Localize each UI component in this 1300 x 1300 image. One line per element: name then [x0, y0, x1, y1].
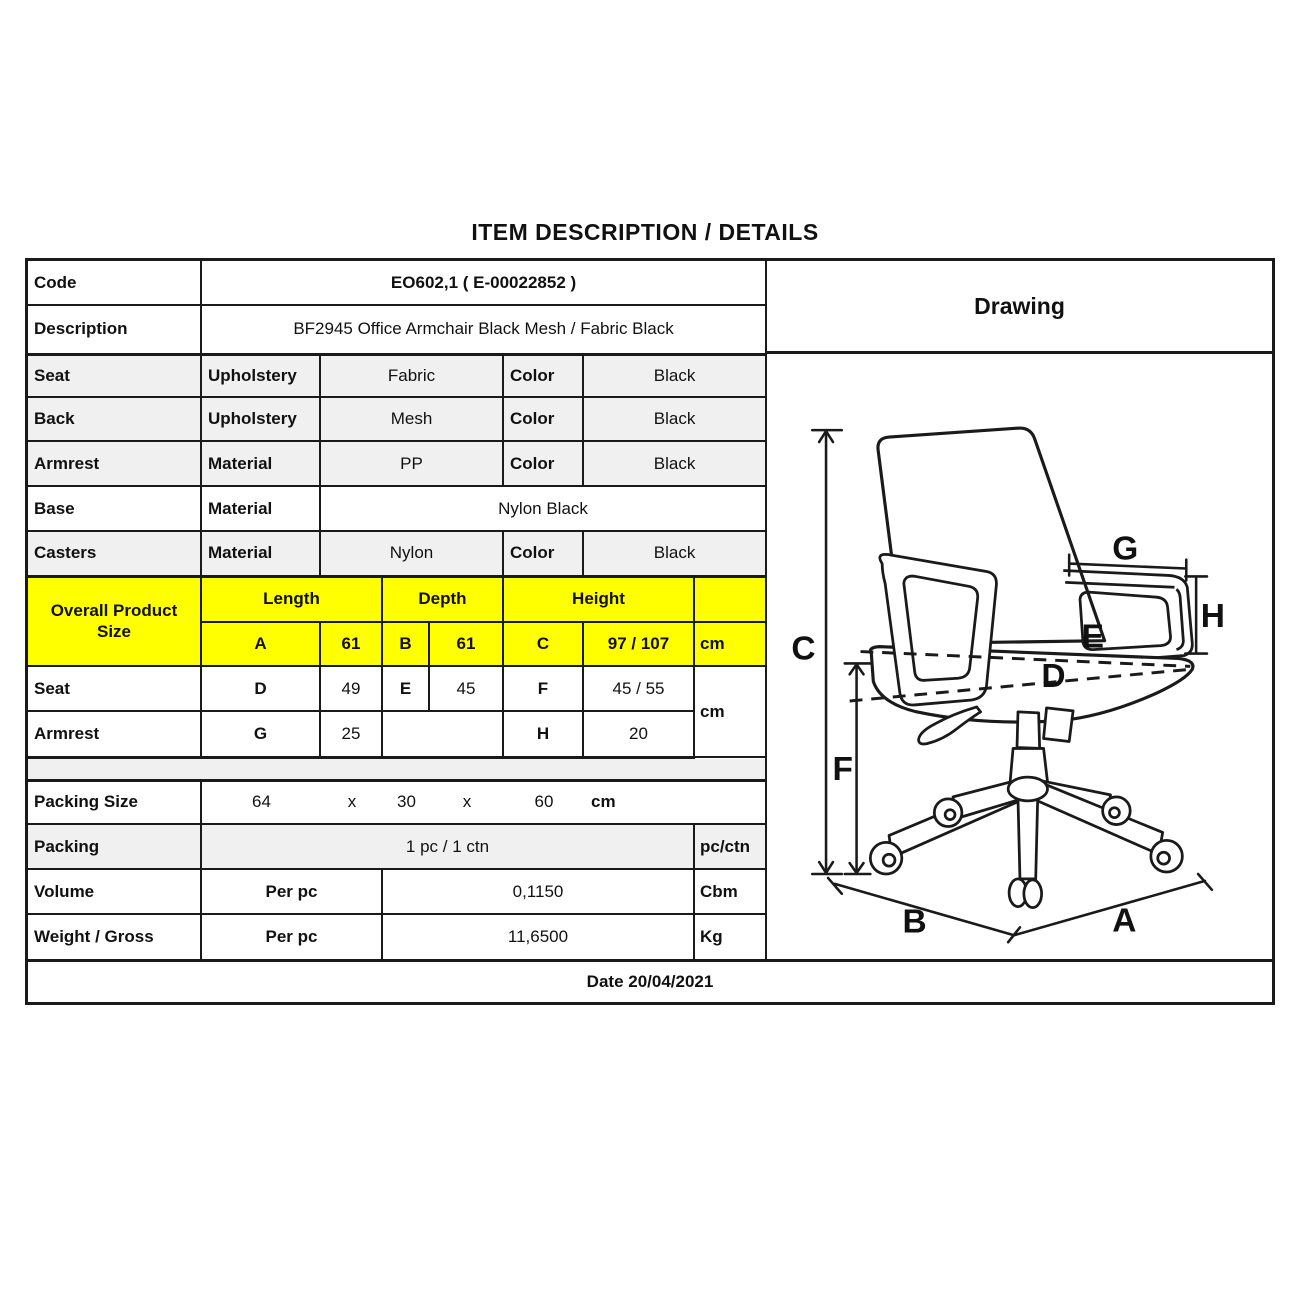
back-color-value: Black [583, 397, 765, 441]
date-text: Date 20/04/2021 [586, 972, 714, 991]
dim-g-key: G [201, 711, 320, 757]
armrest-dims-label: Armrest [28, 711, 201, 757]
chair-mechanism-box [1044, 708, 1074, 742]
spec-sheet [25, 258, 1275, 1005]
dim-d-key: D [201, 666, 320, 711]
dim-e-value: 45 [429, 666, 503, 711]
page-title: ITEM DESCRIPTION / DETAILS [471, 219, 819, 245]
row-description [28, 305, 765, 354]
dim-label-c: C [791, 630, 816, 668]
spacer-band [28, 757, 765, 780]
casters-part-label: Casters [28, 531, 201, 576]
armrest-color-label: Color [503, 441, 583, 486]
chair-base-hub [1008, 777, 1047, 801]
size-unit-spacer [694, 576, 765, 622]
row-seat-dims [28, 666, 765, 711]
dim-b-key: B [382, 622, 429, 666]
casters-color-label: Color [503, 531, 583, 576]
chair-armrest-right-support [1177, 589, 1184, 649]
dim-g-value: 25 [320, 711, 382, 757]
caster-right-hub [1158, 852, 1170, 864]
packing-value: 1 pc / 1 ctn [201, 824, 694, 869]
drawing-area [767, 354, 1272, 959]
row-seat-material [28, 354, 765, 397]
description-value: BF2945 Office Armchair Black Mesh / Fabric Black [201, 305, 765, 354]
dim-c-value: 97 / 107 [583, 622, 694, 666]
description-label: Description [28, 305, 201, 354]
row-base-material [28, 486, 765, 531]
volume-per: Per pc [201, 869, 382, 914]
armrest-part-label: Armrest [28, 441, 201, 486]
chair-armrest-left-window [904, 576, 978, 680]
packing-size-label: Packing Size [28, 780, 201, 824]
caster-back-left-hub [945, 810, 955, 820]
seat-color-value: Black [583, 354, 765, 397]
row-armrest-material [28, 441, 765, 486]
depth-header: Depth [382, 576, 503, 622]
packing-size-v2: 30 [397, 792, 416, 812]
dim-label-f: F [832, 751, 854, 789]
height-header: Height [503, 576, 694, 622]
caster-front-wheel-2 [1024, 880, 1042, 908]
row-size-headers [28, 576, 765, 622]
dim-label-b: B [902, 903, 927, 941]
sheet-main [28, 261, 1272, 959]
row-volume [28, 869, 765, 914]
packing-label: Packing [28, 824, 201, 869]
length-header: Length [201, 576, 382, 622]
chair-gas-lift-upper [1017, 712, 1040, 749]
row-packing [28, 824, 765, 869]
dim-a-value: 61 [320, 622, 382, 666]
code-label: Code [28, 261, 201, 305]
weight-value: 11,6500 [382, 914, 694, 959]
packing-unit: pc/ctn [694, 824, 765, 869]
dim-h-key: H [503, 711, 583, 757]
packing-size-sep1: x [347, 792, 357, 812]
back-material-value: Mesh [320, 397, 503, 441]
dim-line-c [812, 430, 842, 874]
packing-size-sep2: x [462, 792, 472, 812]
base-part-label: Base [28, 486, 201, 531]
base-material-value: Nylon Black [320, 486, 765, 531]
dim-e-key: E [382, 666, 429, 711]
base-attr-label: Material [201, 486, 320, 531]
dim-d-value: 49 [320, 666, 382, 711]
row-packing-size [28, 780, 765, 824]
dim-c-key: C [503, 622, 583, 666]
armrest-attr-label: Material [201, 441, 320, 486]
row-back-material [28, 397, 765, 441]
overall-size-label: Overall Product Size [28, 576, 201, 666]
code-value: EO602,1 ( E-00022852 ) [201, 261, 765, 305]
weight-unit: Kg [694, 914, 765, 959]
armrest-material-value: PP [320, 441, 503, 486]
drawing-header: Drawing [767, 261, 1272, 354]
date-row [28, 959, 1272, 1002]
dim-label-e: E [1081, 618, 1105, 656]
volume-label: Volume [28, 869, 201, 914]
drawing-panel [765, 261, 1272, 959]
packing-size-values [201, 780, 765, 824]
dim-label-a: A [1112, 902, 1137, 940]
dim-label-g: G [1112, 530, 1139, 568]
dim-h-value: 20 [583, 711, 694, 757]
seat-color-label: Color [503, 354, 583, 397]
dim-f-key: F [503, 666, 583, 711]
seat-attr-label: Upholstery [201, 354, 320, 397]
dim-label-h: H [1200, 597, 1226, 635]
row-code [28, 261, 765, 305]
casters-attr-label: Material [201, 531, 320, 576]
dim-a-key: A [201, 622, 320, 666]
packing-size-unit: cm [591, 792, 616, 812]
armrest-color-value: Black [583, 441, 765, 486]
row-armrest-dims [28, 711, 765, 757]
seat-dims-label: Seat [28, 666, 201, 711]
armrest-dims-empty [382, 711, 503, 757]
casters-color-value: Black [583, 531, 765, 576]
chair-leg-front [1018, 799, 1038, 879]
dim-f-value: 45 / 55 [583, 666, 694, 711]
seat-part-label: Seat [28, 354, 201, 397]
caster-left-hub [883, 854, 895, 866]
packing-size-v3: 60 [534, 792, 554, 812]
casters-material-value: Nylon [320, 531, 503, 576]
row-weight [28, 914, 765, 959]
dim-b-value: 61 [429, 622, 503, 666]
dim-label-d: D [1041, 658, 1066, 696]
overall-unit: cm [694, 622, 765, 666]
back-attr-label: Upholstery [201, 397, 320, 441]
chair-technical-drawing [767, 354, 1272, 959]
volume-value: 0,1150 [382, 869, 694, 914]
packing-size-v1: 64 [252, 792, 271, 812]
caster-back-right-hub [1110, 808, 1120, 818]
spec-table [28, 261, 765, 959]
row-casters-material [28, 531, 765, 576]
weight-per: Per pc [201, 914, 382, 959]
row-spacer [28, 757, 765, 780]
back-color-label: Color [503, 397, 583, 441]
seat-material-value: Fabric [320, 354, 503, 397]
seat-armrest-unit: cm [694, 666, 765, 757]
weight-label: Weight / Gross [28, 914, 201, 959]
back-part-label: Back [28, 397, 201, 441]
volume-unit: Cbm [694, 869, 765, 914]
